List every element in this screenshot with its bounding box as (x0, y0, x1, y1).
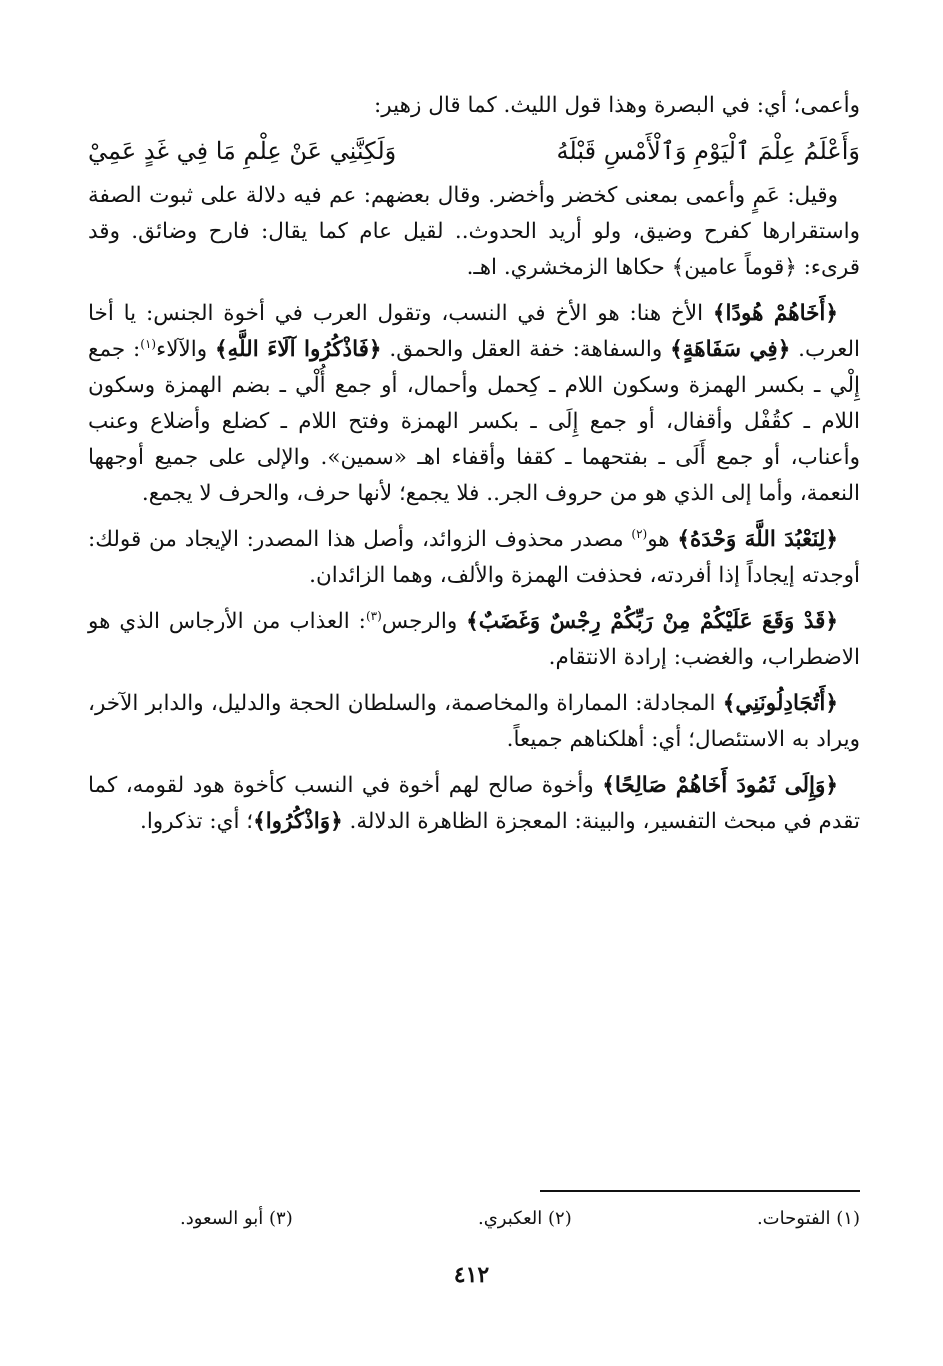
quran-quote: ﴿وَاذْكُرُوا﴾ (253, 809, 343, 834)
text-run: هو (647, 527, 678, 552)
paragraph-6 (88, 686, 860, 758)
text-run: ؛ أي: تذكروا. (139, 809, 254, 834)
text-run: مصدر محذوف الزوائد، وأصل هذا المصدر: الإيجاد من قولك: أوجدته إيجاداً إذا أفردته، فحذفت الهمزة والألف، وهما الزائدان. (88, 527, 860, 588)
text-run: والسفاهة: خفة العقل والحمق. (381, 337, 671, 362)
footnote-3: (٣) أبو السعود. (180, 1208, 293, 1229)
paragraph-2: وقيل: عَمٍ وأعمى بمعنى كخضر وأخضر. وقال بعضهم: عم فيه دلالة على ثبوت الصفة واستقرارها كفرح وضيق، ولو أريد الحدوث.. لقيل عام كما يقال: فارح وضائق. وقد قرىء: ﴿قوماً عامين﴾ حكاها الزمخشري. اهـ. (88, 183, 860, 280)
quran-quote: ﴿قَدْ وَقَعَ عَلَيْكُمْ مِنْ رَبِّكُمْ رِجْسٌ وَغَضَبٌ﴾ (466, 609, 838, 634)
quran-quote: ﴿أَخَاهُمْ هُودًا﴾ (712, 301, 838, 326)
paragraph-7 (88, 768, 860, 840)
text-run: الأخ هنا: هو الأخ في النسب، وتقول العرب في أخوة الجنس: يا أخا العرب. (88, 301, 860, 362)
footnote-2: (٢) العكبري. (477, 1208, 572, 1229)
quran-quote: ﴿أَتُجَادِلُونَنِي﴾ (722, 691, 838, 716)
text-run: والآلاء (156, 337, 215, 362)
footnote-ref: (١) (140, 336, 157, 351)
paragraph-5 (88, 604, 860, 676)
footnote-ref: (٢) (631, 526, 648, 541)
footnote-separator (540, 1190, 860, 1192)
footnote-1: (١) الفتوحات. (756, 1208, 860, 1229)
paragraph-1: وأعمى؛ أي: في البصرة وهذا قول الليث. كما قال زهير: (374, 93, 860, 118)
verse-second-hemistich: وَلَكِنَّنِي عَنْ عِلْمِ مَا فِي غَدٍ عَمِيْ (88, 137, 397, 165)
text-run: : جمع إِلْي ـ بكسر الهمزة وسكون اللام ـ كِحمل وأحمال، أو جمع أُلْي ـ بضم الهمزة وسكون اللام ـ كقُفْل وأقفال، أو جمع إِلَى ـ بكسر الهمزة وفتح اللام ـ كضلع وأضلاع وعنب وأعناب، أو جمع أَلَى ـ بفتحهما ـ كقفا وأقفاء اهـ «سمين». والإلى على جميع أوجهها النعمة، وأما إلى الذي هو من حروف الجر.. فلا يجمع؛ لأنها حرف، والحرف لا يجمع. (88, 337, 860, 506)
text-run: المجادلة: المماراة والمخاصمة، والسلطان الحجة والدليل، والدابر الآخر، ويراد به الاستئصال؛ أي: أهلكناهم جميعاً. (88, 691, 860, 752)
text-run: : العذاب من الأرجاس الذي هو الاضطراب، والغضب: إرادة الانتقام. (88, 609, 860, 670)
footnotes (180, 1208, 860, 1229)
poetry-verse (88, 124, 860, 178)
text-run: وأخوة صالح لهم أخوة في النسب كأخوة هود لقومه، كما تقدم في مبحث التفسير، والبينة: المعجزة الظاهرة الدلالة. (88, 773, 860, 834)
paragraph-4 (88, 522, 860, 594)
verse-first-hemistich: وَأَعْلَمُ عِلْمَ ٱلْيَوْمِ وَٱلْأَمْسِ قَبْلَهُ (556, 137, 860, 165)
quran-quote: ﴿فَاذْكُرُوا آلَاءَ اللَّهِ﴾ (214, 337, 382, 362)
page-number: ٤١٢ (453, 1262, 490, 1288)
page-body (88, 88, 860, 1338)
footnote-ref: (٣) (365, 608, 382, 623)
quran-quote: ﴿فِي سَفَاهَةٍ﴾ (670, 337, 791, 362)
paragraph-3 (88, 296, 860, 512)
quran-quote: ﴿وَإِلَى ثَمُودَ أَخَاهُمْ صَالِحًا﴾ (602, 773, 838, 798)
text-run: والرجس (381, 609, 467, 634)
quran-quote: ﴿لِنَعْبُدَ اللَّهَ وَحْدَهُ﴾ (677, 527, 839, 552)
